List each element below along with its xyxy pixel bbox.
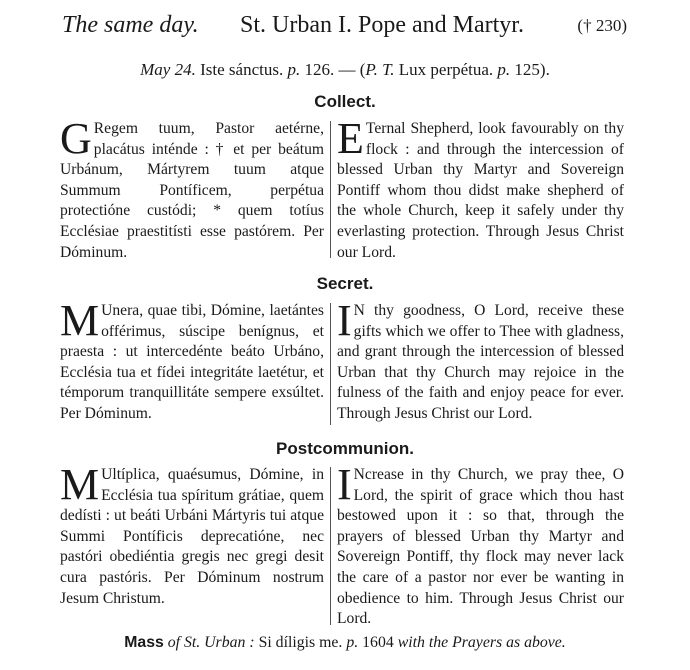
- mass-introit-name: Si díligis me.: [258, 634, 343, 651]
- mass-reference-line: [0, 60, 690, 80]
- collect-latin-dropcap: G: [60, 114, 92, 163]
- page-abbrev-2: p.: [497, 60, 511, 79]
- mass-label: Mass: [124, 634, 164, 651]
- postcommunion-english-text: Ncrease in thy Church, we pray thee, O Lord, the spirit of grace which thou hast bestowed upon it : so that, through the prayers of blessed Urban thy Martyr and Sovereign Pontiff, thy flock may never lack the care of a pastor nor ever be wanting in obedience to him. Through Jesus Christ our Lord.: [337, 466, 624, 628]
- collect-heading: Collect.: [314, 92, 376, 111]
- postcommunion-english: [337, 460, 624, 630]
- postcommunion-latin-dropcap: M: [60, 460, 100, 509]
- mass-of-saint: of St. Urban :: [167, 634, 255, 651]
- page-number-1: 126. — (: [304, 60, 366, 79]
- death-year: († 230): [577, 16, 627, 35]
- feast-date: May 24.: [140, 60, 196, 79]
- postcommunion-latin-text: Ultíplica, quaésumus, Dómine, in Ecclésia tua spíritum grátiae, quem dedísti : ut beáti Urbáni Mártyris tui atque Summi Pontíficis deprecatióne, nec pastóri obediéntia gregis nec gregi desit cura pastóris. Per Dóminum nostrum Jesum Christum.: [60, 466, 324, 607]
- postcommunion-latin: [60, 460, 324, 609]
- collect-english: [337, 114, 624, 263]
- mass-suffix: with the Prayers as above.: [397, 634, 566, 651]
- secret-english: [337, 296, 624, 425]
- secret-english-text: N thy goodness, O Lord, receive these gifts which we offer to Thee with gladness, and grant through the intercession of blessed Urban that thy Church may rejoice in the fulness of the faith and enjoy peace for ever. Through Jesus Christ our Lord.: [337, 302, 624, 422]
- paschal-time-abbrev: P. T.: [365, 60, 395, 79]
- secret-column-divider: [330, 303, 331, 425]
- mass-page-number: 1604: [362, 634, 394, 651]
- mass-name-2: Lux perpétua.: [398, 60, 494, 79]
- secret-latin-dropcap: M: [60, 296, 100, 345]
- collect-english-text: Ternal Shepherd, look favourably on thy flock : and through the intercession of blessed Urban thy Martyr and Sovereign Pontiff whom thou didst make shepherd of the whole Church, keep it safely under thy everlasting protection. Through Jesus Christ our Lord.: [337, 120, 624, 261]
- secret-english-dropcap: I: [337, 296, 352, 345]
- secret-latin-text: Unera, quae tibi, Dómine, laetántes offérimus, súscipe benígnus, et praesta : ut intercedénte beáto Urbáno, Ecclésia tua et fídei integritáte laetétur, et témporum tranquillitáte sempere exsúltet. Per Dóminum.: [60, 302, 324, 422]
- secret-heading: Secret.: [316, 274, 374, 293]
- mass-page-abbrev: p.: [346, 634, 359, 651]
- secret-latin: [60, 296, 324, 425]
- page-header: [62, 12, 627, 46]
- header-day-label: The same day.: [62, 12, 199, 38]
- mass-name-1: Iste sánctus.: [200, 60, 284, 79]
- collect-latin-text: Regem tuum, Pastor aetérne, placátus inténde : † et per beátum Urbánum, Mártyrem tuum atque Summum Pontíficem, perpétua protectióne custódi; * quem totíus Ecclésiae praestitísti esse pastórem. Per Dóminum.: [60, 120, 324, 261]
- postcommunion-english-dropcap: I: [337, 460, 352, 509]
- postcommunion-column-divider: [330, 467, 331, 625]
- postcommunion-heading: Postcommunion.: [276, 439, 414, 458]
- collect-english-dropcap: E: [337, 114, 364, 163]
- page-abbrev-1: p.: [287, 60, 301, 79]
- collect-latin: [60, 114, 324, 263]
- collect-column-divider: [330, 121, 331, 258]
- page-number-2: 125).: [514, 60, 550, 79]
- feast-title: St. Urban I. Pope and Martyr.: [240, 12, 524, 38]
- mass-reference-footer: [0, 634, 690, 652]
